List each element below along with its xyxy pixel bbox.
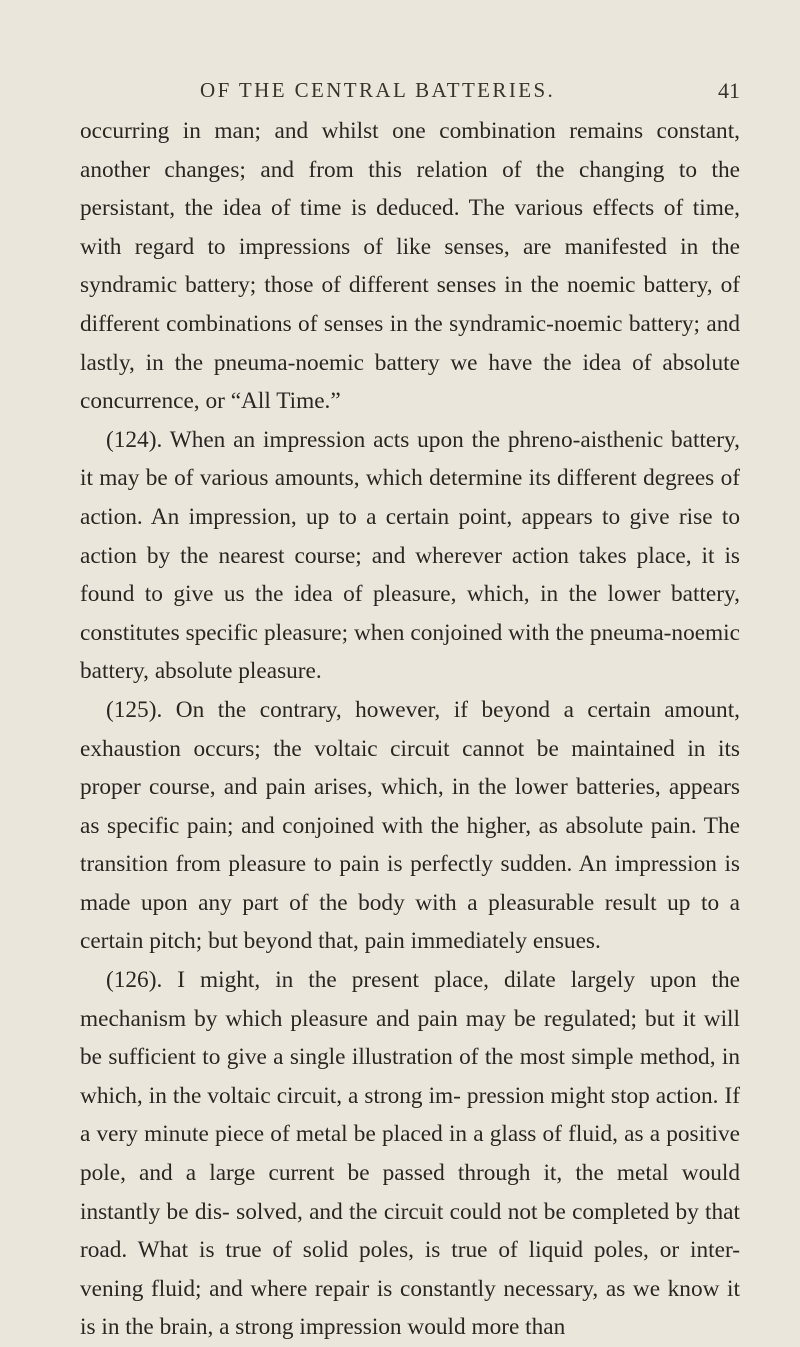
running-head: [80, 78, 740, 108]
page-number: 41: [718, 78, 740, 103]
paragraph-126: (126). I might, in the present place, dilate largely upon the mechanism by which pleasure and pain may be regulated; but it will be sufficient to give a single illustration of the most simple method, in which, in the voltaic circuit, a strong im- pression might stop action. If a very minute piece of metal be placed in a glass of fluid, as a positive pole, and a large current be passed through it, the metal would instantly be dis- solved, and the circuit could not be completed by that road. What is true of solid poles, is true of liquid poles, or inter- vening fluid; and where repair is constantly necessary, as we know it is in the brain, a strong impression would more than: [80, 967, 740, 1341]
running-title: OF THE CENTRAL BATTERIES.: [200, 78, 556, 102]
body-text: [80, 112, 740, 1347]
paragraph-124: (124). When an impression acts upon the phreno-aisthenic battery, it may be of various amounts, which determine its different degrees of action. An impression, up to a certain point, appears to give rise to action by the nearest course; and wherever action takes place, it is found to give us the idea of pleasure, which, in the lower battery, constitutes specific pleasure; when conjoined with the pneuma-noemic battery, absolute pleasure.: [80, 426, 740, 685]
paragraph-continued: occurring in man; and whilst one combination remains constant, another changes; and from this relation of the changing to the persistant, the idea of time is deduced. The various effects of time, with regard to impressions of like senses, are manifested in the syndramic battery; those of different senses in the noemic battery, of different combinations of senses in the syndramic-noemic battery; and lastly, in the pneuma-noemic battery we have the idea of absolute concurrence, or “All Time.”: [80, 118, 740, 415]
paragraph-125: (125). On the contrary, however, if beyond a certain amount, exhaustion occurs; the voltaic circuit cannot be maintained in its proper course, and pain arises, which, in the lower batteries, appears as specific pain; and conjoined with the higher, as absolute pain. The transition from pleasure to pain is perfectly sudden. An impression is made upon any part of the body with a pleasurable result up to a certain pitch; but beyond that, pain immediately ensues.: [80, 696, 740, 955]
